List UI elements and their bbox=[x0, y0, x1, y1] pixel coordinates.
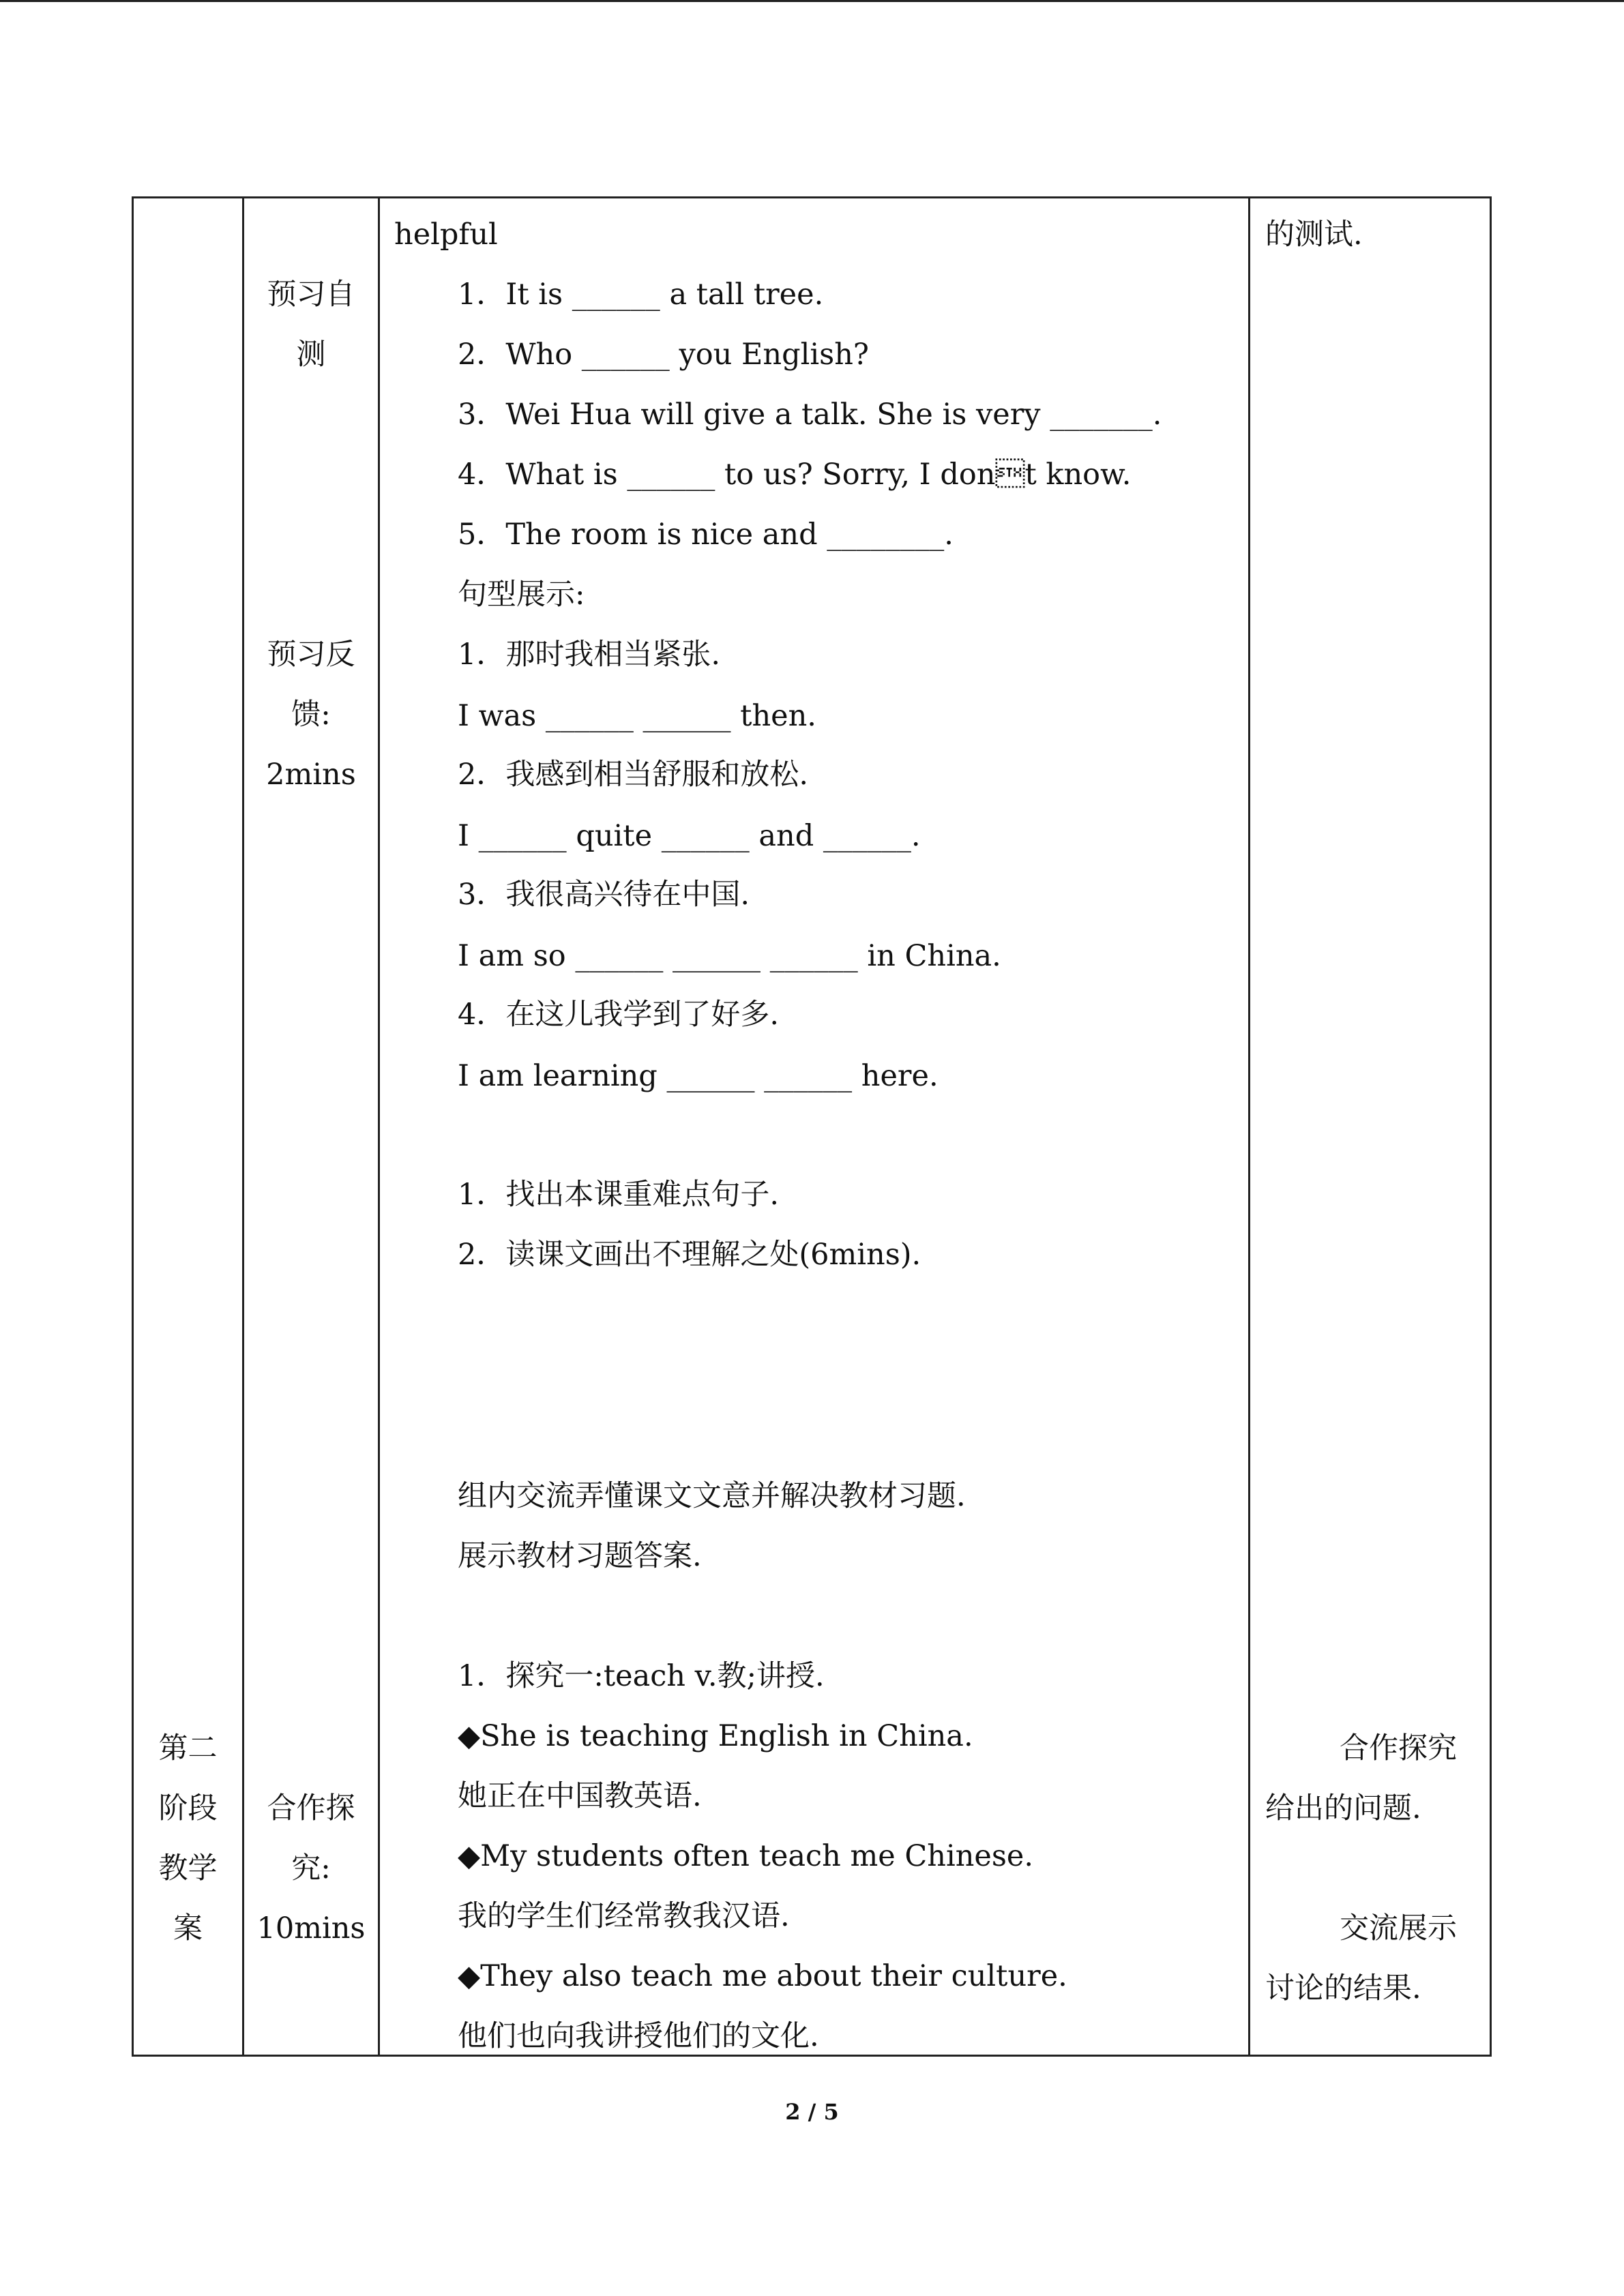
group-line: 组内交流弄懂课文文意并解决教材习题. bbox=[458, 1479, 966, 1513]
pattern-item: 2．我感到相当舒服和放松. bbox=[458, 758, 809, 792]
fill-item: 1．It is ______ a tall tree. bbox=[458, 278, 824, 312]
fill-item: 3．Wei Hua will give a talk. She is very _______. bbox=[458, 398, 1162, 432]
pattern-heading: 句型展示: bbox=[458, 578, 585, 612]
stage-label-line: 第二 bbox=[158, 1731, 218, 1765]
cooperate-time: 10mins bbox=[256, 1911, 366, 1945]
pattern-item: 3．我很高兴待在中国. bbox=[458, 878, 750, 912]
fill-item: 2．Who ______ you English? bbox=[458, 338, 869, 372]
explore-line: 我的学生们经常教我汉语. bbox=[458, 1899, 790, 1933]
pattern-item: I am so ______ ______ ______ in China. bbox=[458, 939, 1001, 973]
fill-item: 4．What is ______ to us? Sorry, I dont know. bbox=[458, 458, 1132, 492]
notes-column bbox=[1250, 196, 1490, 2057]
group-line: 展示教材习题答案. bbox=[458, 1539, 702, 1573]
cooperate-label: 合作探 bbox=[267, 1791, 355, 1825]
cooperate-note: 给出的问题. bbox=[1265, 1791, 1421, 1825]
explore-line: ◆She is teaching English in China. bbox=[458, 1719, 973, 1753]
pattern-item: 4．在这儿我学到了好多. bbox=[458, 998, 780, 1032]
fill-item: 5．The room is nice and ________. bbox=[458, 518, 954, 552]
pattern-item: 1．那时我相当紧张. bbox=[458, 638, 721, 672]
explore-line: 她正在中国教英语. bbox=[458, 1779, 702, 1813]
preview-feedback-label: 馈: bbox=[291, 698, 331, 732]
page-number: 2 / 5 bbox=[785, 2099, 839, 2125]
task-item: 1．找出本课重难点句子. bbox=[458, 1178, 780, 1212]
task-item: 2．读课文画出不理解之处(6mins). bbox=[458, 1238, 921, 1272]
preview-feedback-time: 2mins bbox=[266, 758, 356, 792]
pattern-item: I ______ quite ______ and ______. bbox=[458, 819, 921, 853]
exchange-note: 交流展示 bbox=[1340, 1911, 1457, 1945]
pattern-item: I was ______ ______ then. bbox=[458, 699, 816, 733]
preview-feedback-label: 预习反 bbox=[267, 638, 355, 672]
explore-line: 1．探究一:teach v.教;讲授. bbox=[458, 1659, 825, 1693]
stage-label-line: 阶段 bbox=[158, 1791, 218, 1825]
explore-line: 他们也向我讲授他们的文化. bbox=[458, 2019, 819, 2053]
pattern-item: I am learning ______ ______ here. bbox=[458, 1059, 939, 1093]
stage-column bbox=[134, 196, 242, 2057]
explore-line: ◆They also teach me about their culture. bbox=[458, 1959, 1067, 1993]
exchange-note: 讨论的结果. bbox=[1265, 1971, 1421, 2006]
explore-line: ◆My students often teach me Chinese. bbox=[458, 1839, 1034, 1873]
word-list: helpful bbox=[394, 218, 498, 252]
step-column bbox=[244, 196, 378, 2057]
preview-test-label: 测 bbox=[296, 338, 326, 372]
stage-label-line: 案 bbox=[173, 1911, 203, 1945]
content-column bbox=[380, 196, 1248, 2057]
cooperate-label: 究: bbox=[291, 1851, 331, 1885]
cooperate-note: 合作探究 bbox=[1340, 1731, 1457, 1765]
top-rule bbox=[0, 0, 1624, 2]
preview-test-label: 预习自 bbox=[267, 278, 355, 312]
stage-label-line: 教学 bbox=[158, 1851, 218, 1885]
test-note: 的测试. bbox=[1265, 218, 1363, 252]
